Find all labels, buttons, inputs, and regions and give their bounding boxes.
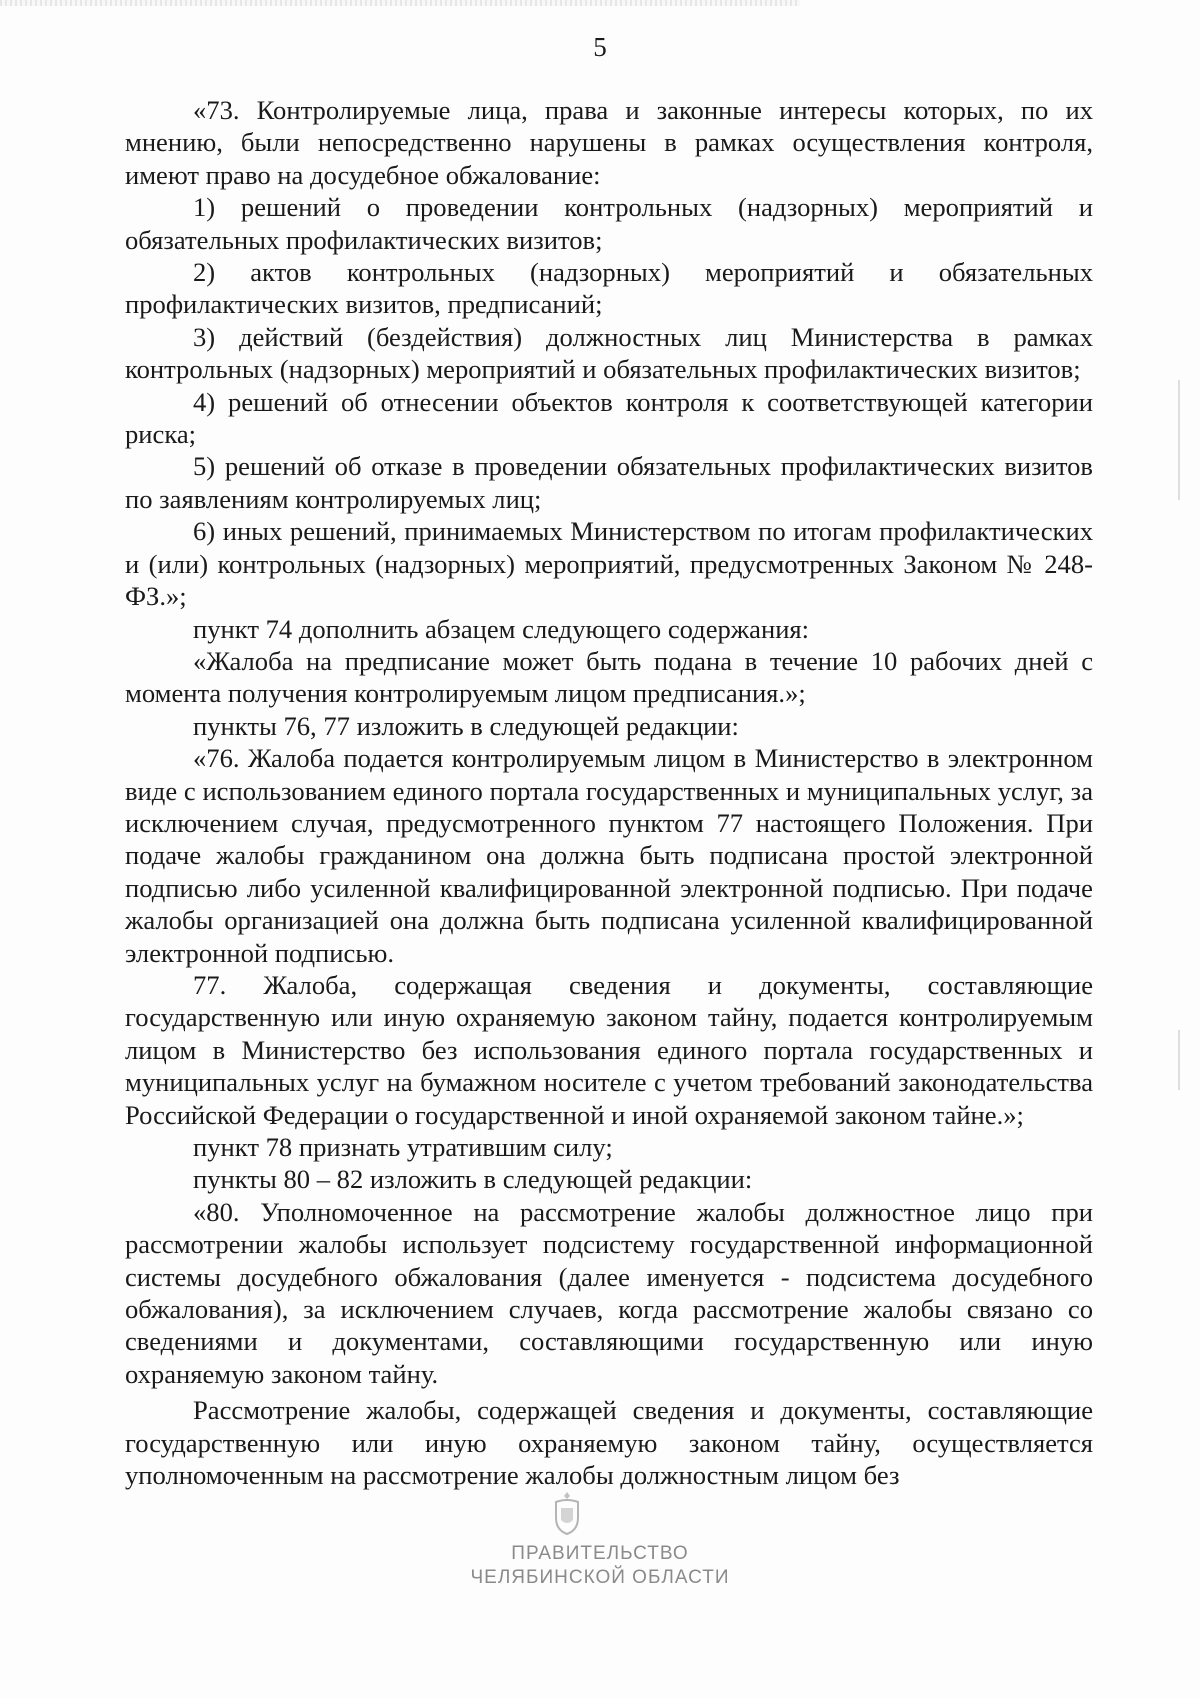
list-item-4: 4) решений об отнесении объектов контроля к соответствующей категории риска; <box>125 386 1093 450</box>
amendment-78: пункт 78 признать утратившим силу; <box>193 1132 613 1162</box>
list-item-1: 1) решений о проведении контрольных (надзорных) мероприятий и обязательных профилактических визитов; <box>125 192 1093 255</box>
stamp-line-1: ПРАВИТЕЛЬСТВО <box>511 1543 689 1564</box>
list-item-6: 6) иных решений, принимаемых Министерством по итогам профилактических и (или) контрольных (надзорных) мероприятий, предусмотренных Законом № 248-ФЗ.»; <box>125 516 1093 612</box>
amendment-76-77: пункты 76, 77 изложить в следующей редакции: <box>193 710 739 741</box>
list-item-3: 3) действий (бездействия) должностных лиц Министерства в рамках контрольных (надзорных) мероприятий и обязательных профилактических визитов; <box>125 321 1093 385</box>
scan-edge-noise <box>0 0 800 6</box>
paragraph-73: «73. Контролируемые лица, права и законные интересы которых, по их мнению, были непосредственно нарушены в рамках осуществления контроля, имеют право на досудебное обжалование: <box>125 95 1093 190</box>
coat-of-arms-icon <box>552 1490 582 1536</box>
document-body <box>125 94 1093 1491</box>
paragraph-80: «80. Уполномоченное на рассмотрение жалобы должностное лицо при рассмотрении жалобы использует подсистему государственной информационной системы досудебного обжалования (далее именуется - подсистема досудебного обжалования), за исключением случаев, когда рассмотрение жалобы связано со сведениями и документами, составляющими государственную или иную охраняемую законом тайну. <box>125 1196 1093 1389</box>
government-stamp <box>0 1542 1200 1590</box>
scan-margin-mark <box>1178 1030 1180 1090</box>
stamp-line-2: ЧЕЛЯБИНСКОЙ ОБЛАСТИ <box>470 1567 730 1588</box>
amendment-80-82: пункты 80 – 82 изложить в следующей редакции: <box>193 1164 753 1195</box>
paragraph-80-continued: Рассмотрение жалобы, содержащей сведения и документы, составляющие государственную или иную охраняемую законом тайну, осуществляется уполномоченным на рассмотрение жалобы должностным лицом без <box>125 1395 1093 1491</box>
paragraph-76: «76. Жалоба подается контролируемым лицом в Министерство в электронном виде с использованием единого портала государственных и муниципальных услуг, за исключением случая, предусмотренного пунктом 77 настоящего Положения. При подаче жалобы гражданином она должна быть подписана простой электронной подписью либо усиленной квалифицированной электронной подписью. При подаче жалобы организацией она должна быть подписана усиленной квалифицированной электронной подписью. <box>125 743 1093 968</box>
page-number: 5 <box>593 32 607 62</box>
quote-74: «Жалоба на предписание может быть подана в течение 10 рабочих дней с момента получения контролируемым лицом предписания.»; <box>125 645 1093 709</box>
list-item-2: 2) актов контрольных (надзорных) мероприятий и обязательных профилактических визитов, предписаний; <box>125 257 1093 320</box>
list-item-5: 5) решений об отказе в проведении обязательных профилактических визитов по заявлениям контролируемых лиц; <box>125 451 1093 514</box>
paragraph-77: 77. Жалоба, содержащая сведения и документы, составляющие государственную или иную охраняемую законом тайну, подается контролируемым лицом в Министерство без использования единого портала государственных и муниципальных услуг на бумажном носителе с учетом требований законодательства Российской Федерации о государственной и иной охраняемой законом тайне.»; <box>125 969 1093 1130</box>
amendment-74: пункт 74 дополнить абзацем следующего содержания: <box>193 613 810 644</box>
scan-margin-mark <box>1178 380 1180 500</box>
